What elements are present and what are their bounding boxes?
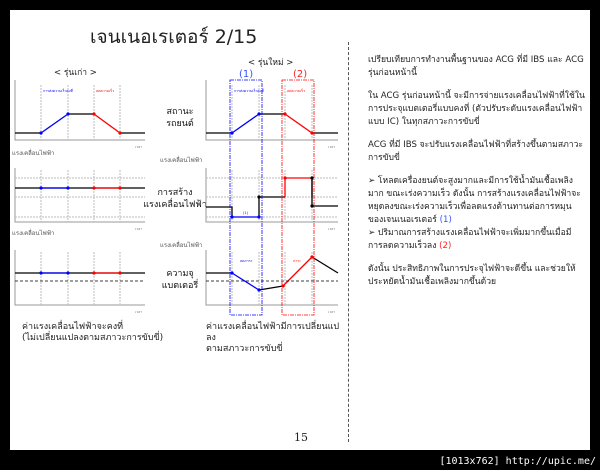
y-label: แรงเคลื่อนไฟฟ้า (160, 242, 203, 249)
new-bat-line (312, 257, 338, 273)
new-bat-line (259, 286, 283, 290)
accel-label-old: การส่งความเร็วคงที่ (43, 89, 73, 93)
x-label: เวลา (328, 310, 336, 314)
watermark: [1013x762] http://upic.me/ (439, 456, 596, 467)
explanation-text (368, 54, 586, 299)
x-label: เวลา (135, 145, 143, 149)
new-gen-decel (285, 178, 312, 197)
marker-2: (2) (293, 69, 308, 80)
data-point (39, 131, 42, 134)
data-point (281, 284, 284, 287)
para-1: เปรียบเทียบการทำงานพื้นฐานของ ACG ที่มี IBS และ ACG รุ่นก่อนหน้านี้ (368, 55, 584, 78)
caption-old-2: (ไม่เปลี่ยนแปลงตามสภาวะการขับขี่) (22, 333, 164, 343)
data-point (310, 255, 313, 258)
points (39, 112, 313, 291)
new-gen-line (312, 178, 338, 206)
data-point (39, 186, 42, 189)
data-point (257, 215, 260, 218)
old-state-decel (94, 114, 120, 133)
charge-label: ภาระ (293, 259, 302, 263)
data-point (118, 131, 121, 134)
bullet-2-marker: (2) (439, 241, 452, 251)
x-label: เวลา (328, 145, 336, 149)
data-point (92, 271, 95, 274)
data-point (230, 271, 233, 274)
y-label: แรงเคลื่อนไฟฟ้า (12, 230, 55, 237)
old-model-label: < รุ่นเก่า > (54, 68, 97, 78)
small-marker-1: (1) (243, 211, 248, 215)
bullet-2: ➢ ปริมาณการสร้างแรงเคลื่อนไฟฟ้าจะเพิ่มมากขึ้นเมื่อมีการลดความเร็วลง (368, 228, 572, 251)
axes (15, 80, 338, 305)
caption-new-2: ตามสภาวะการขับขี่ (206, 344, 283, 354)
bullet-1-marker: (1) (439, 215, 452, 225)
data-point (257, 195, 260, 198)
para-2: ใน ACG รุ่นก่อนหน้านี้ จะมีการจ่ายแรงเคลื่อนไฟฟ้าที่ใช้ในการประจุแบตเตอรี่แบบคงที่ (ตัวปรับระดับแรงเคลื่อนไฟฟ้าแบบ IC) ในทุกสภาวะการขับขี่ (368, 91, 585, 127)
marker-1: (1) (239, 69, 254, 80)
new-bat-discharge (232, 273, 259, 290)
para-3: ACG ที่มี IBS จะปรับแรงเคลื่อนไฟฟ้าที่สร้างขึ้นตามสภาวะการขับขี่ (368, 140, 584, 163)
para-4: ดังนั้น ประสิทธิภาพในการประจุไฟฟ้าจะดีขึ้น และช่วยให้ประหยัดน้ำมันเชื้อเพลิงมากขึ้นด้วย (368, 264, 576, 287)
y-label: แรงเคลื่อนไฟฟ้า (160, 157, 203, 164)
label-generation: การสร้าง (157, 188, 193, 198)
bullet-1: ➢ โหลดเครื่องยนต์จะสูงมากและมีการใช้น้ำมันเชื้อเพลิงมาก ขณะเร่งความเร็ว ดังนั้น การสร้างแรงเคลื่อนไฟฟ้าจะหยุดลงขณะเร่งความเร็วเพื่อลดแรงต้านทานต่อการหมุนของเจนเนอเรเตอร์ (368, 176, 581, 225)
new-model-label: < รุ่นใหม่ > (248, 58, 294, 68)
page-number: 15 (294, 431, 308, 444)
diagram-charts (10, 10, 350, 330)
decel-label-old: ลดความเร็ว (96, 89, 115, 93)
data-point (230, 215, 233, 218)
data-point (66, 271, 69, 274)
decel-label-new: ลดความเร็ว (287, 89, 306, 93)
divider (348, 42, 349, 442)
accel-label-new: การส่งความเร็วคงที่ (234, 89, 264, 93)
x-label: เวลา (328, 227, 336, 231)
label-battery: ความจุ (166, 269, 194, 279)
label-battery-2: แบตเตอรี่ (161, 281, 199, 291)
data-point (310, 176, 313, 179)
data-point (310, 204, 313, 207)
new-gen-line (259, 197, 285, 217)
label-vehicle-state: สถานะ (166, 107, 194, 117)
data-point (92, 112, 95, 115)
data-point (257, 112, 260, 115)
new-state-decel (285, 114, 312, 133)
data-point (283, 112, 286, 115)
label-generation-2: แรงเคลื่อนไฟฟ้า (143, 200, 207, 210)
new-state-accel (232, 114, 259, 133)
data-point (66, 186, 69, 189)
data-point (66, 112, 69, 115)
caption-old: ค่าแรงเคลื่อนไฟฟ้าจะคงที่ (22, 322, 124, 332)
data-point (118, 186, 121, 189)
data-point (310, 131, 313, 134)
data-point (118, 271, 121, 274)
data-point (230, 131, 233, 134)
discharge-label: ลดภาระ (240, 259, 253, 263)
data-point (39, 271, 42, 274)
data-point (283, 176, 286, 179)
slide-title: เจนเนอเรเตอร์ 2/15 (90, 26, 258, 48)
x-label: เวลา (135, 227, 143, 231)
data-point (257, 288, 260, 291)
new-gen-line (206, 207, 232, 217)
y-label: แรงเคลื่อนไฟฟ้า (12, 150, 55, 157)
data-point (92, 186, 95, 189)
old-state-accel (41, 114, 68, 133)
label-vehicle-state-2: รถยนต์ (166, 119, 194, 129)
caption-new: ค่าแรงเคลื่อนไฟฟ้ามีการเปลี่ยนแปลง (206, 322, 340, 343)
x-label: เวลา (135, 310, 143, 314)
slide (10, 10, 590, 450)
